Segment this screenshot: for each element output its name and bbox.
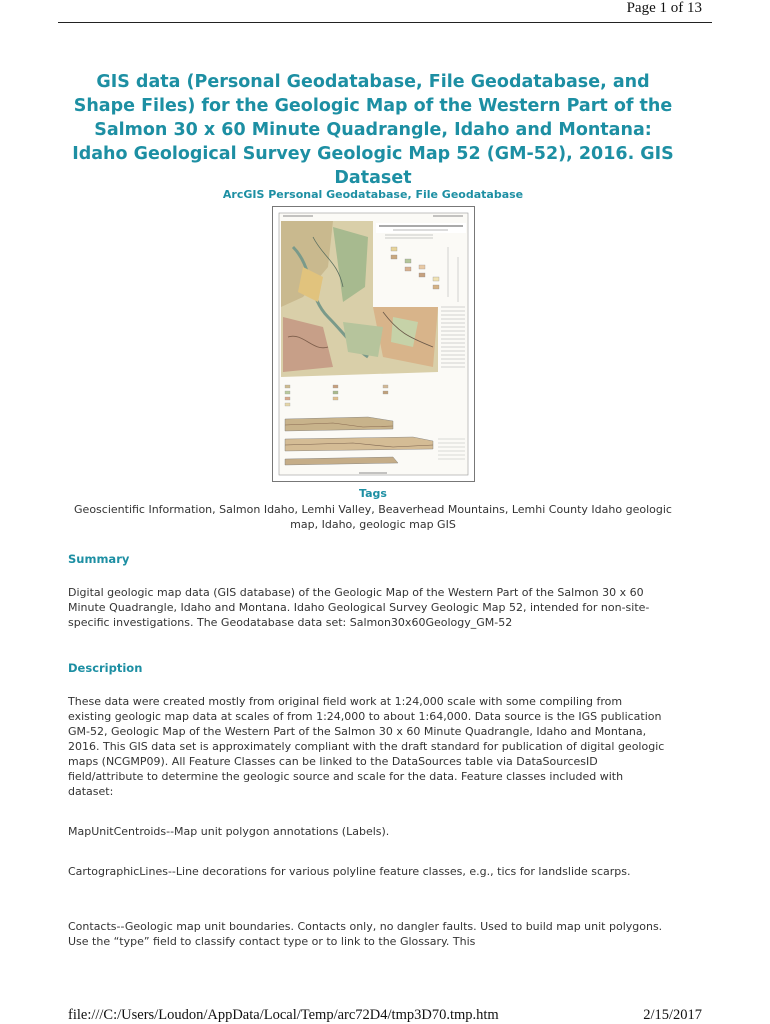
description-paragraph-2: MapUnitCentroids--Map unit polygon annotations (Labels). [68, 825, 390, 838]
tags-text: Geoscientific Information, Salmon Idaho, Lemhi Valley, Beaverhead Mountains, Lemhi County Idaho geologic map, Idaho, geologic map GIS [74, 503, 672, 531]
document-subtitle: ArcGIS Personal Geodatabase, File Geodatabase [222, 188, 524, 201]
summary-heading: Summary [68, 552, 130, 566]
print-date-footer: 2/15/2017 [643, 1007, 702, 1023]
summary-text: Digital geologic map data (GIS database) of the Geologic Map of the Western Part of the Salmon 30 x 60 Minute Quadrangle, Idaho and Montana. Idaho Geological Survey Geologic Map 52, intended for non-site-specific investigations. The Geodatabase data set: Salmon30x60Geology_GM-52 [68, 586, 650, 629]
file-path-footer: file:///C:/Users/Loudon/AppData/Local/Temp/arc72D4/tmp3D70.tmp.htm [68, 1007, 499, 1023]
tags-heading: Tags [359, 487, 387, 500]
description-heading: Description [68, 661, 143, 675]
header-rule [58, 22, 712, 23]
geologic-map-thumbnail-icon [273, 207, 474, 481]
description-paragraph-3: CartographicLines--Line decorations for various polyline feature classes, e.g., tics for landslide scarps. [68, 865, 631, 878]
map-thumbnail [272, 206, 475, 482]
description-paragraph-1: These data were created mostly from original field work at 1:24,000 scale with some compiling from existing geologic map data at scales of from 1:24,000 to about 1:64,000. Data source is the IGS publication GM-52, Geologic Map of the Western Part of the Salmon 30 x 60 Minute Quadrangle, Idaho and Montana, 2016. This GIS data set is approximately compliant with the draft standard for publication of digital geologic maps (NCGMP09). All Feature Classes can be linked to the DataSources table via DataSourcesID field/attribute to determine the geologic source and scale for the data. Feature classes included with dataset: [68, 695, 665, 798]
description-paragraph-4: Contacts--Geologic map unit boundaries. Contacts only, no dangler faults. Used to build map unit polygons. Use the “type” field to classify contact type or to link to the Glossary. This [68, 920, 663, 948]
page-number: Page 1 of 13 [626, 0, 702, 16]
document-title: GIS data (Personal Geodatabase, File Geodatabase, and Shape Files) for the Geologic Map of the Western Part of the Salmon 30 x 60 Minute Quadrangle, Idaho and Montana: Idaho Geological Survey Geologic Map 52 (GM-52), 2016. GIS Dataset [72, 72, 674, 188]
